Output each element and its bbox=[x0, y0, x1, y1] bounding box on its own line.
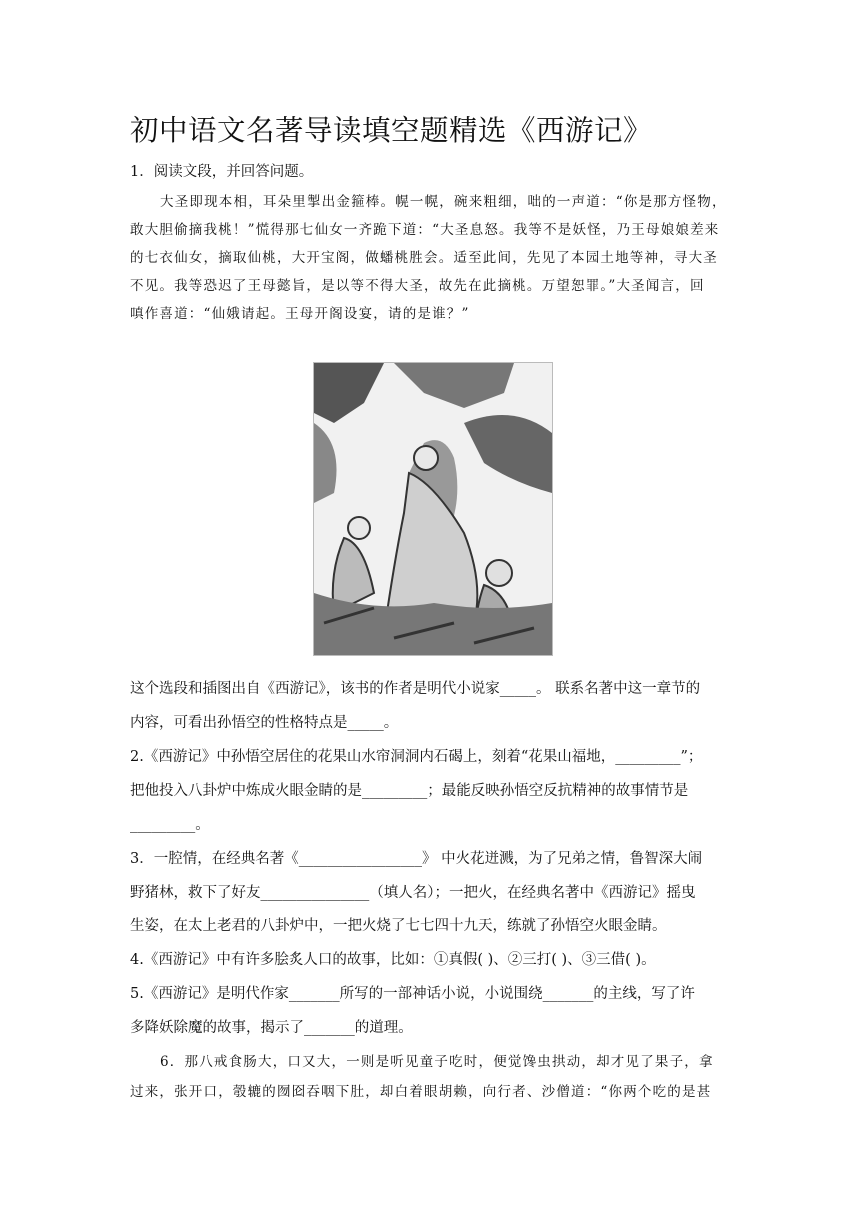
question-1-followup-line: 这个选段和插图出自《西游记》，该书的作者是明代小说家_____。 联系名著中这一章节的 bbox=[130, 681, 701, 697]
immortal-maidens-illustration bbox=[313, 362, 553, 656]
question-6-line: 6．那八戒食肠大，口又大，一则是听见童子吃时，便觉馋虫拱动，却才见了果子，拿 bbox=[160, 1054, 714, 1070]
question-4: 4.《西游记》中有许多脍炙人口的故事，比如：①真假( )、②三打( )、③三借( )。 bbox=[130, 952, 656, 968]
question-2-line: 2.《西游记》中孙悟空居住的花果山水帘洞洞内石碣上，刻着“花果山福地，_________”； bbox=[130, 749, 703, 765]
question-1-passage-line: 不见。我等恐迟了王母懿旨，是以等不得大圣，故先在此摘桃。万望恕罪。”大圣闻言，回 bbox=[130, 278, 705, 294]
question-3-line: 3．一腔情，在经典名著《_________________》 中火花迸溅，为了兄弟之情，鲁智深大闹 bbox=[130, 851, 703, 867]
question-1-followup-line: 内容，可看出孙悟空的性格特点是_____。 bbox=[130, 715, 399, 731]
question-5-line: 多降妖除魔的故事，揭示了_______的道理。 bbox=[130, 1020, 413, 1036]
question-2-line: 把他投入八卦炉中炼成火眼金睛的是_________；最能反映孙悟空反抗精神的故事情节是 bbox=[130, 783, 689, 799]
question-1-passage-line: 的七衣仙女，摘取仙桃，大开宝阁，做蟠桃胜会。适至此间，先见了本园土地等神，寻大圣 bbox=[130, 250, 718, 266]
page-title: 初中语文名著导读填空题精选《西游记》 bbox=[130, 114, 653, 147]
question-5-line: 5.《西游记》是明代作家_______所写的一部神话小说，小说围绕_______的主线，写了许 bbox=[130, 986, 695, 1002]
question-3-line: 野猪林，救下了好友_______________（填人名）；一把火，在经典名著中《西游记》摇曳 bbox=[130, 885, 696, 901]
question-1-prompt: 1．阅读文段，并回答问题。 bbox=[130, 164, 314, 180]
question-2-line: _________。 bbox=[130, 817, 210, 833]
question-6-line: 过来，张开口，彀辘的囫囵吞咽下肚，却白着眼胡赖，向行者、沙僧道：“你两个吃的是甚 bbox=[130, 1084, 712, 1100]
question-1-passage-line: 大圣即现本相，耳朵里掣出金箍棒。幌一幌，碗来粗细，咄的一声道：“你是那方怪物， bbox=[160, 194, 727, 210]
question-3-line: 生姿，在太上老君的八卦炉中，一把火烧了七七四十九天，练就了孙悟空火眼金睛。 bbox=[130, 918, 667, 934]
question-1-passage-line: 嗔作喜道：“仙娥请起。王母开阁设宴，请的是谁？” bbox=[130, 306, 470, 322]
question-1-passage-line: 敢大胆偷摘我桃！”慌得那七仙女一齐跪下道：“大圣息怒。我等不是妖怪，乃王母娘娘差来 bbox=[130, 222, 720, 238]
